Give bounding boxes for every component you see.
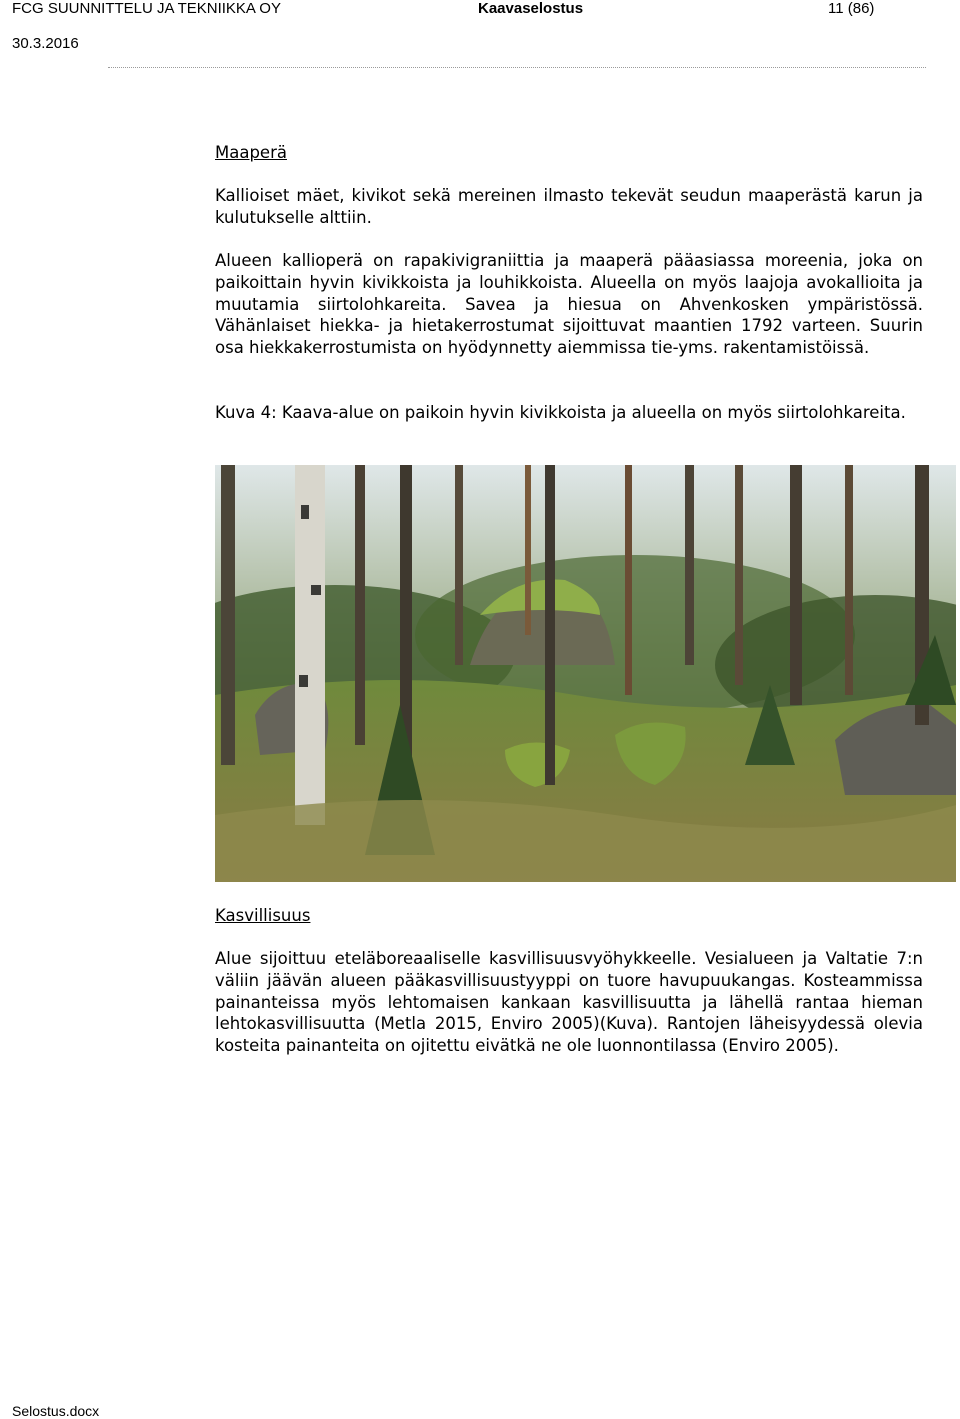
header-company: FCG SUUNNITTELU JA TEKNIIKKA OY <box>12 0 281 17</box>
figure-caption-block <box>215 402 923 424</box>
section-kasvillisuus <box>215 905 923 927</box>
header-page-number: 11 (86) <box>828 0 875 17</box>
maapera-paragraph-1: Kallioiset mäet, kivikot sekä mereinen ilmasto tekevät seudun maaperästä karun ja kulutukselle alttiin. <box>215 186 923 227</box>
maapera-paragraph-2-block <box>215 250 923 359</box>
footer-filename: Selostus.docx <box>12 1403 100 1419</box>
section-heading-kasvillisuus: Kasvillisuus <box>215 906 311 925</box>
kasvillisuus-paragraph-1-block <box>215 948 923 1057</box>
header-document-title: Kaavaselostus <box>478 0 584 17</box>
figure-caption: Kuva 4: Kaava-alue on paikoin hyvin kivikkoista ja alueella on myös siirtolohkareita. <box>215 403 906 422</box>
section-maapera <box>215 142 923 164</box>
page-header <box>0 0 960 70</box>
header-divider <box>108 67 926 68</box>
forest-photo <box>215 465 956 882</box>
kasvillisuus-paragraph-1: Alue sijoittuu eteläboreaaliselle kasvillisuusvyöhykkeelle. Vesialueen ja Valtatie 7:n väliin jäävän alueen pääkasvillisuustyyppi on tuore havupuukangas. Kosteammissa painanteissa myös lehtomaisen kankaan kasvillisuutta ja lähellä rantaa hieman lehtokasvillisuutta (Metla 2015, Enviro 2005)(Kuva). Rantojen läheisyydessä olevia kosteita painanteita on ojitettu eivätkä ne ole luonnontilassa (Enviro 2005). <box>215 949 923 1056</box>
header-date: 30.3.2016 <box>12 35 79 52</box>
maapera-paragraph-2: Alueen kallioperä on rapakivigraniittia ja maaperä pääasiassa moreenia, joka on paikoittain hyvin kivikkoista ja louhikkoista. Alueella on myös laajoja avokallioita ja muutamia siirtolohkareita. Savea ja hiesua on Ahvenkosken ympäristössä. Vähänlaiset hiekka- ja hietakerrostumat sijoittuvat maantien 1792 varteen. Suurin osa hiekkakerrostumista on hyödynnetty aiemmissa tie-yms. rakentamistöissä. <box>215 251 923 358</box>
maapera-paragraph-1-block <box>215 185 923 229</box>
section-heading-maapera: Maaperä <box>215 143 287 162</box>
